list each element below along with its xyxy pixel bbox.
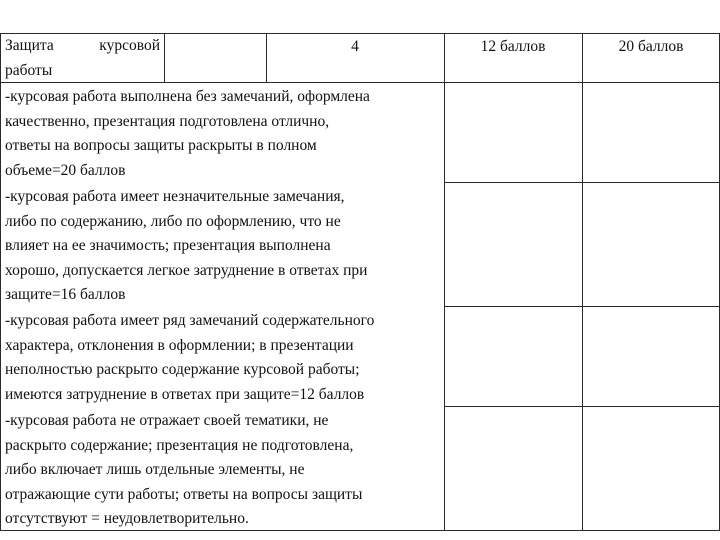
criterion-line: раскрыто содержание; презентация не подготовлена,	[5, 436, 354, 454]
row-number: 4	[351, 38, 359, 55]
criterion-line: влияет на ее значимость; презентация выполнена	[5, 237, 331, 255]
table-left-border	[0, 33, 1, 531]
criterion-line: отсутствуют = неудовлетворительно.	[5, 510, 249, 528]
criterion-line: характера, отклонения в оформлении; в презентации	[5, 336, 354, 354]
criterion-line: имеются затруднение в ответах при защите=12 баллов	[5, 385, 365, 403]
criterion-good	[5, 185, 367, 308]
criterion-line: -курсовая работа не отражает своей тематики, не	[5, 412, 329, 429]
criterion-line: объеме=20 баллов	[5, 161, 126, 179]
criterion-line: отражающие сути работы; ответы на вопросы защиты	[5, 485, 363, 503]
criterion-satisfactory	[5, 309, 374, 407]
max-score: 20 баллов	[618, 38, 684, 55]
row-title-word-1: Защита	[5, 37, 54, 54]
row-title	[5, 34, 160, 83]
min-score: 12 баллов	[480, 38, 546, 55]
criterion-line: либо по содержанию, либо по оформлению, что не	[5, 212, 341, 230]
criterion-line: либо включает лишь отдельные элементы, не	[5, 461, 305, 479]
criterion-line: защите=16 баллов	[5, 286, 126, 304]
criterion-excellent	[5, 85, 370, 183]
criterion-unsatisfactory	[5, 409, 362, 532]
criterion-line: хорошо, допускается легкое затруднение в ответах при	[5, 261, 368, 279]
score-column-divider	[582, 33, 583, 531]
criterion-line: качественно, презентация подготовлена отлично,	[5, 112, 330, 130]
row-title-word-2: курсовой	[99, 37, 160, 54]
criterion-line: -курсовая работа выполнена без замечаний, оформлена	[5, 88, 370, 105]
title-cell-divider	[164, 33, 165, 83]
criterion-line: -курсовая работа имеет ряд замечаний содержательного	[5, 312, 375, 329]
criterion-line: неполностью раскрыто содержание курсовой работы;	[5, 361, 360, 379]
criterion-line: ответы на вопросы защиты раскрыты в полном	[5, 137, 317, 155]
criterion-line: -курсовая работа имеет незначительные замечания,	[5, 188, 345, 205]
criteria-column-divider	[444, 33, 445, 531]
row-title-line-2: работы	[5, 61, 53, 79]
